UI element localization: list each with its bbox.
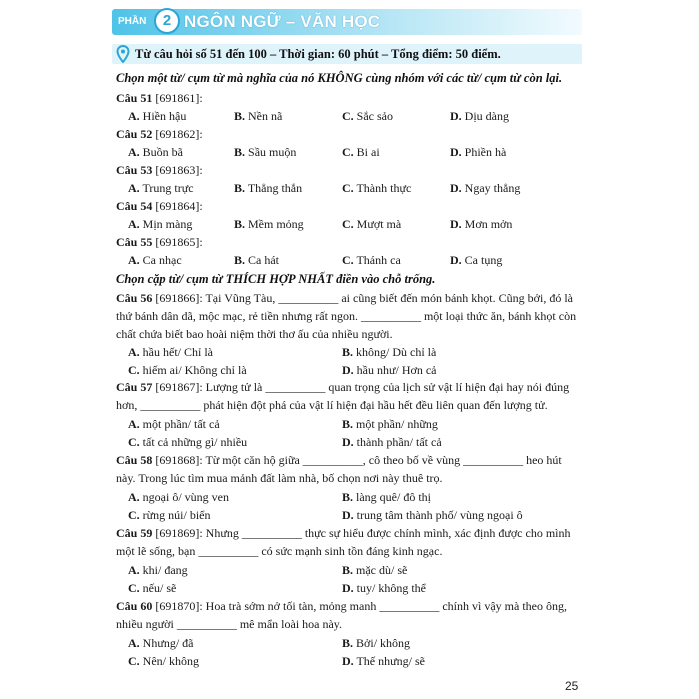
- option-letter: C.: [128, 363, 140, 377]
- option-letter: C.: [128, 581, 140, 595]
- question-59-text-line: [116, 525, 571, 541]
- question-text: chất chứa biết bao hoài niệm thời thơ ấu của nhiều người.: [116, 327, 393, 341]
- option-letter: D.: [450, 181, 462, 195]
- question-55-stem: [116, 234, 203, 250]
- answer-option[interactable]: [342, 653, 425, 669]
- question-text: nhiều người __________ mê mẩn loài hoa này.: [116, 617, 343, 631]
- page-number: 25: [565, 679, 579, 693]
- option-letter: D.: [450, 253, 462, 267]
- option-text: tất cả những gì/ nhiều: [142, 435, 248, 449]
- option-letter: A.: [128, 253, 140, 267]
- question-label: Câu 57: [116, 380, 153, 394]
- answer-option[interactable]: [128, 144, 183, 160]
- option-text: Hiền hậu: [142, 109, 187, 123]
- answer-option[interactable]: [128, 108, 186, 124]
- question-code: [691864]:: [152, 199, 203, 213]
- answer-option[interactable]: [342, 434, 442, 450]
- option-text: Mềm mỏng: [248, 217, 304, 231]
- option-letter: B.: [342, 417, 354, 431]
- question-56-text-line: [116, 290, 573, 306]
- question-label: Câu 56: [116, 291, 153, 305]
- option-letter: A.: [128, 345, 140, 359]
- answer-option[interactable]: [128, 344, 213, 360]
- answer-option[interactable]: [128, 635, 194, 651]
- answer-option[interactable]: [342, 416, 438, 432]
- option-letter: C.: [342, 253, 354, 267]
- answer-option[interactable]: [342, 362, 437, 378]
- answer-option[interactable]: [128, 362, 247, 378]
- option-letter: A.: [128, 217, 140, 231]
- answer-option[interactable]: [342, 489, 431, 505]
- answer-option[interactable]: [128, 252, 182, 268]
- question-code: [691861]:: [152, 91, 203, 105]
- answer-option[interactable]: [342, 562, 407, 578]
- answer-option[interactable]: [342, 216, 401, 232]
- option-text: Thành thực: [356, 181, 412, 195]
- question-code: [691863]:: [152, 163, 203, 177]
- part-label: PHẦN: [118, 16, 147, 27]
- option-text: Sầu muộn: [248, 145, 297, 159]
- question-code: [691862]:: [152, 127, 203, 141]
- answer-option[interactable]: [128, 653, 199, 669]
- option-letter: D.: [450, 109, 462, 123]
- answer-option[interactable]: [128, 416, 220, 432]
- answer-option[interactable]: [128, 434, 247, 450]
- answer-option[interactable]: [342, 507, 523, 523]
- option-letter: C.: [342, 145, 354, 159]
- answer-option[interactable]: [234, 216, 304, 232]
- option-text: Mơn mởn: [464, 217, 513, 231]
- question-label: Câu 52: [116, 127, 153, 141]
- option-text: Dịu dàng: [464, 109, 509, 123]
- option-letter: A.: [128, 145, 140, 159]
- question-60-text-line: [116, 616, 342, 632]
- option-text: khi/ đang: [142, 563, 188, 577]
- answer-option[interactable]: [128, 216, 192, 232]
- option-text: không/ Dù chỉ là: [356, 345, 437, 359]
- question-58-text-line: [116, 452, 562, 468]
- option-letter: B.: [234, 217, 246, 231]
- option-text: hiếm ai/ Không chỉ là: [142, 363, 247, 377]
- option-letter: D.: [450, 217, 462, 231]
- question-label: Câu 51: [116, 91, 153, 105]
- option-text: Ca hát: [248, 253, 280, 267]
- question-label: Câu 54: [116, 199, 153, 213]
- option-text: rừng núi/ biển: [142, 508, 211, 522]
- option-letter: C.: [128, 508, 140, 522]
- option-text: Buồn bã: [142, 145, 184, 159]
- question-59-text-line: [116, 543, 442, 559]
- option-letter: C.: [128, 654, 140, 668]
- option-text: một phần/ tất cả: [142, 417, 220, 431]
- question-56-text-line: [116, 326, 393, 342]
- answer-option[interactable]: [342, 344, 436, 360]
- option-text: Thẳng thắn: [247, 181, 303, 195]
- answer-option[interactable]: [128, 507, 211, 523]
- instruction-odd-one-out: Chọn một từ/ cụm từ mà nghĩa của nó KHÔNG cùng nhóm với các từ/ cụm từ còn lại.: [116, 71, 563, 85]
- question-label: Câu 60: [116, 599, 153, 613]
- question-60-text-line: [116, 598, 567, 614]
- option-text: Ca tụng: [464, 253, 503, 267]
- question-53-stem: [116, 162, 203, 178]
- option-letter: A.: [128, 563, 140, 577]
- part-number-badge: 2: [154, 8, 180, 34]
- option-letter: A.: [128, 417, 140, 431]
- option-text: mặc dù/ sẽ: [356, 563, 408, 577]
- answer-option[interactable]: [342, 580, 426, 596]
- answer-option[interactable]: [450, 108, 509, 124]
- option-letter: A.: [128, 109, 140, 123]
- answer-option[interactable]: [342, 144, 380, 160]
- question-text: [691870]: Hoa trà sớm nở tối tàn, mỏng manh __________ chính vì vậy mà theo ông,: [152, 599, 567, 613]
- option-letter: D.: [342, 363, 354, 377]
- answer-option[interactable]: [128, 180, 194, 196]
- option-letter: A.: [128, 636, 140, 650]
- option-letter: B.: [342, 563, 354, 577]
- answer-option[interactable]: [234, 108, 282, 124]
- option-text: nếu/ sẽ: [142, 581, 177, 595]
- answer-option[interactable]: [342, 635, 410, 651]
- option-text: hầu hết/ Chỉ là: [142, 345, 213, 359]
- answer-option[interactable]: [234, 252, 279, 268]
- option-text: một phần/ những: [356, 417, 438, 431]
- option-letter: A.: [128, 490, 140, 504]
- answer-option[interactable]: [450, 144, 506, 160]
- option-letter: B.: [234, 253, 246, 267]
- question-text: thứ bánh dân dã, mộc mạc, rẻ tiền nhưng rất ngon. __________ một loại thức ăn, bánh khọt còn: [116, 309, 577, 323]
- option-letter: D.: [342, 508, 354, 522]
- answer-option[interactable]: [128, 489, 229, 505]
- option-letter: B.: [234, 109, 246, 123]
- answer-option[interactable]: [128, 562, 188, 578]
- question-label: Câu 55: [116, 235, 153, 249]
- option-text: tuy/ không thể: [356, 581, 426, 595]
- answer-option[interactable]: [342, 252, 401, 268]
- option-letter: B.: [342, 636, 354, 650]
- option-text: Sắc sảo: [356, 109, 393, 123]
- question-text: một lẽ sống, bạn __________ có sức mạnh sinh tồn đáng kinh ngạc.: [116, 544, 443, 558]
- option-letter: C.: [342, 109, 354, 123]
- question-52-stem: [116, 126, 203, 142]
- option-text: Phiền hà: [464, 145, 507, 159]
- question-57-text-line: [116, 379, 569, 395]
- option-text: Thánh ca: [356, 253, 401, 267]
- option-text: Mịn màng: [142, 217, 193, 231]
- option-text: thành phần/ tất cả: [356, 435, 442, 449]
- option-letter: B.: [234, 145, 246, 159]
- option-letter: C.: [342, 217, 354, 231]
- option-text: làng quê/ đô thị: [356, 490, 432, 504]
- question-text: [691867]: Lượng tử là __________ quan trọng của lịch sử vật lí hiện đại hay nói đúng: [152, 380, 570, 394]
- option-letter: B.: [234, 181, 246, 195]
- question-56-text-line: [116, 308, 576, 324]
- option-text: Nên/ không: [142, 654, 199, 668]
- answer-option[interactable]: [234, 144, 296, 160]
- option-letter: D.: [342, 654, 354, 668]
- question-label: Câu 59: [116, 526, 153, 540]
- option-text: hầu như/ Hơn cả: [356, 363, 437, 377]
- option-text: Bi ai: [356, 145, 380, 159]
- answer-option[interactable]: [234, 180, 302, 196]
- option-text: trung tâm thành phố/ vùng ngoại ô: [356, 508, 523, 522]
- option-letter: D.: [342, 581, 354, 595]
- option-letter: C.: [128, 435, 140, 449]
- question-text: hơn, __________ phát hiện đột phá của vật lí hiện đại hầu hết đều liên quan đến lượng tử.: [116, 398, 548, 412]
- answer-option[interactable]: [450, 252, 502, 268]
- section-title: NGÔN NGỮ – VĂN HỌC: [184, 12, 381, 31]
- option-text: Nền nã: [248, 109, 283, 123]
- option-letter: C.: [342, 181, 354, 195]
- option-text: Bởi/ không: [356, 636, 411, 650]
- instruction-fill-blank: Chọn cặp từ/ cụm từ THÍCH HỢP NHẤT điền vào chỗ trống.: [116, 272, 436, 286]
- answer-option[interactable]: [342, 108, 393, 124]
- answer-option[interactable]: [128, 580, 176, 596]
- option-text: Ngay thẳng: [464, 181, 521, 195]
- question-text: [691869]: Nhưng __________ thực sự hiểu được chính mình, xác định được cho mình: [152, 526, 571, 540]
- option-letter: B.: [342, 490, 354, 504]
- question-label: Câu 58: [116, 453, 153, 467]
- question-58-text-line: [116, 470, 443, 486]
- option-text: Thế nhưng/ sẽ: [356, 654, 425, 668]
- option-letter: B.: [342, 345, 354, 359]
- answer-option[interactable]: [342, 180, 411, 196]
- question-label: Câu 53: [116, 163, 153, 177]
- option-text: Nhưng/ đã: [142, 636, 194, 650]
- question-text: [691868]: Từ một căn hộ giữa __________, cô theo bố về vùng __________ heo hút: [152, 453, 562, 467]
- option-letter: D.: [450, 145, 462, 159]
- option-text: ngoại ô/ vùng ven: [142, 490, 229, 504]
- question-code: [691865]:: [152, 235, 203, 249]
- option-text: Ca nhạc: [142, 253, 182, 267]
- option-text: Trung trực: [142, 181, 194, 195]
- option-text: Mượt mà: [356, 217, 402, 231]
- location-pin-icon: [116, 45, 130, 63]
- question-text: này. Trong lúc tìm mua mảnh đất làm nhà, bố chọn nơi này thuê trọ.: [116, 471, 443, 485]
- info-text: Từ câu hỏi số 51 đến 100 – Thời gian: 60 phút – Tổng điểm: 50 điểm.: [135, 47, 501, 61]
- question-54-stem: [116, 198, 203, 214]
- answer-option[interactable]: [450, 180, 520, 196]
- answer-option[interactable]: [450, 216, 512, 232]
- question-51-stem: [116, 90, 203, 106]
- question-57-text-line: [116, 397, 548, 413]
- question-text: [691866]: Tại Vũng Tàu, __________ ai cũng biết đến món bánh khọt. Cũng bởi, đó là: [152, 291, 573, 305]
- option-letter: A.: [128, 181, 140, 195]
- option-letter: D.: [342, 435, 354, 449]
